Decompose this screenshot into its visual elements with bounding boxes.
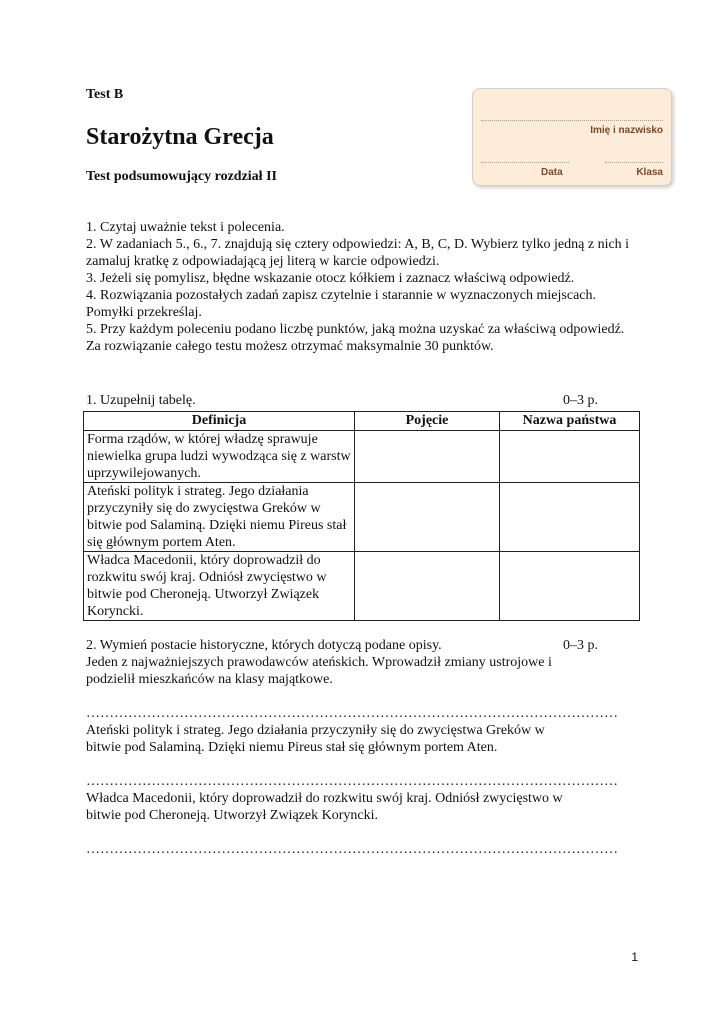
task2-instruction: 2. Wymień postacie historyczne, których dotyczą podane opisy.	[86, 638, 442, 653]
answer-line[interactable]: ……………………………………………………………………………………………………	[86, 706, 618, 721]
answer-line[interactable]: ……………………………………………………………………………………………………	[86, 842, 618, 857]
task2-points: 0–3 p.	[563, 638, 598, 653]
table-row	[84, 552, 640, 621]
definition-cell: Władca Macedonii, który doprowadził do rozkwitu swój kraj. Odniósł zwycięstwo w bitwie pod Cheroneją. Utworzył Związek Koryncki.	[84, 552, 355, 621]
task1-instruction: 1. Uzupełnij tabelę.	[86, 393, 196, 408]
page-number: 1	[631, 950, 638, 964]
definition-cell: Ateński polityk i strateg. Jego działania przyczyniły się do zwycięstwa Greków w bitwie pod Salaminą. Dzięki niemu Pireus stał się głównym portem Aten.	[84, 483, 355, 552]
state-answer-cell[interactable]	[500, 552, 640, 621]
table-row	[84, 483, 640, 552]
task2-section	[86, 637, 630, 858]
class-label: Klasa	[636, 167, 663, 178]
page-subtitle: Test podsumowujący rozdział II	[86, 169, 277, 184]
table-header-row	[84, 412, 640, 431]
column-header-state: Nazwa państwa	[500, 412, 640, 431]
instruction-line: 2. W zadaniach 5., 6., 7. znajdują się cztery odpowiedzi: A, B, C, D. Wybierz tylko jedną z nich i zamaluj kratkę z odpowiadającą jej literą w karcie odpowiedzi.	[86, 237, 630, 269]
task1-header	[86, 393, 598, 409]
class-dotted-line[interactable]	[605, 162, 663, 163]
instruction-line: 1. Czytaj uważnie tekst i polecenia.	[86, 220, 285, 235]
column-header-term: Pojęcie	[355, 412, 500, 431]
task2-description: Jeden z najważniejszych prawodawców ateńskich. Wprowadził zmiany ustrojowe i podzielił mieszkańców na klasy majątkowe.	[86, 655, 552, 687]
table-row	[84, 431, 640, 483]
term-answer-cell[interactable]	[355, 431, 500, 483]
name-label: Imię i nazwisko	[590, 125, 663, 136]
student-info-box	[472, 88, 672, 186]
answer-line[interactable]: ……………………………………………………………………………………………………	[86, 774, 618, 789]
date-dotted-line[interactable]	[481, 162, 569, 163]
instruction-line: 4. Rozwiązania pozostałych zadań zapisz czytelnie i starannie w wyznaczonych miejscach. Pomyłki przekreślaj.	[86, 288, 596, 320]
task2-header	[86, 637, 598, 654]
definition-cell: Forma rządów, w której władzę sprawuje niewielka grupa ludzi wywodząca się z warstw uprzywilejowanych.	[84, 431, 355, 483]
instruction-line: 5. Przy każdym poleceniu podano liczbę punktów, jaką można uzyskać za właściwą odpowiedź.	[86, 322, 625, 337]
task2-description: Władca Macedonii, który doprowadził do rozkwitu swój kraj. Odniósł zwycięstwo w bitwie pod Cheroneją. Utworzył Związek Koryncki.	[86, 791, 563, 823]
name-dotted-line[interactable]	[481, 120, 663, 121]
instruction-line: 3. Jeżeli się pomylisz, błędne wskazanie otocz kółkiem i zaznacz właściwą odpowiedź.	[86, 271, 575, 286]
instruction-line: Za rozwiązanie całego testu możesz otrzymać maksymalnie 30 punktów.	[86, 339, 494, 354]
term-answer-cell[interactable]	[355, 552, 500, 621]
definitions-table	[83, 411, 640, 621]
task2-description: Ateński polityk i strateg. Jego działania przyczyniły się do zwycięstwa Greków w bitwie pod Salaminą. Dzięki niemu Pireus stał się głównym portem Aten.	[86, 723, 545, 755]
task1-points: 0–3 p.	[563, 393, 598, 408]
term-answer-cell[interactable]	[355, 483, 500, 552]
test-label: Test B	[86, 87, 124, 102]
state-answer-cell[interactable]	[500, 483, 640, 552]
column-header-definition: Definicja	[84, 412, 355, 431]
state-answer-cell[interactable]	[500, 431, 640, 483]
page-title: Starożytna Grecja	[86, 124, 274, 150]
date-label: Data	[541, 167, 563, 178]
instructions	[86, 219, 646, 355]
